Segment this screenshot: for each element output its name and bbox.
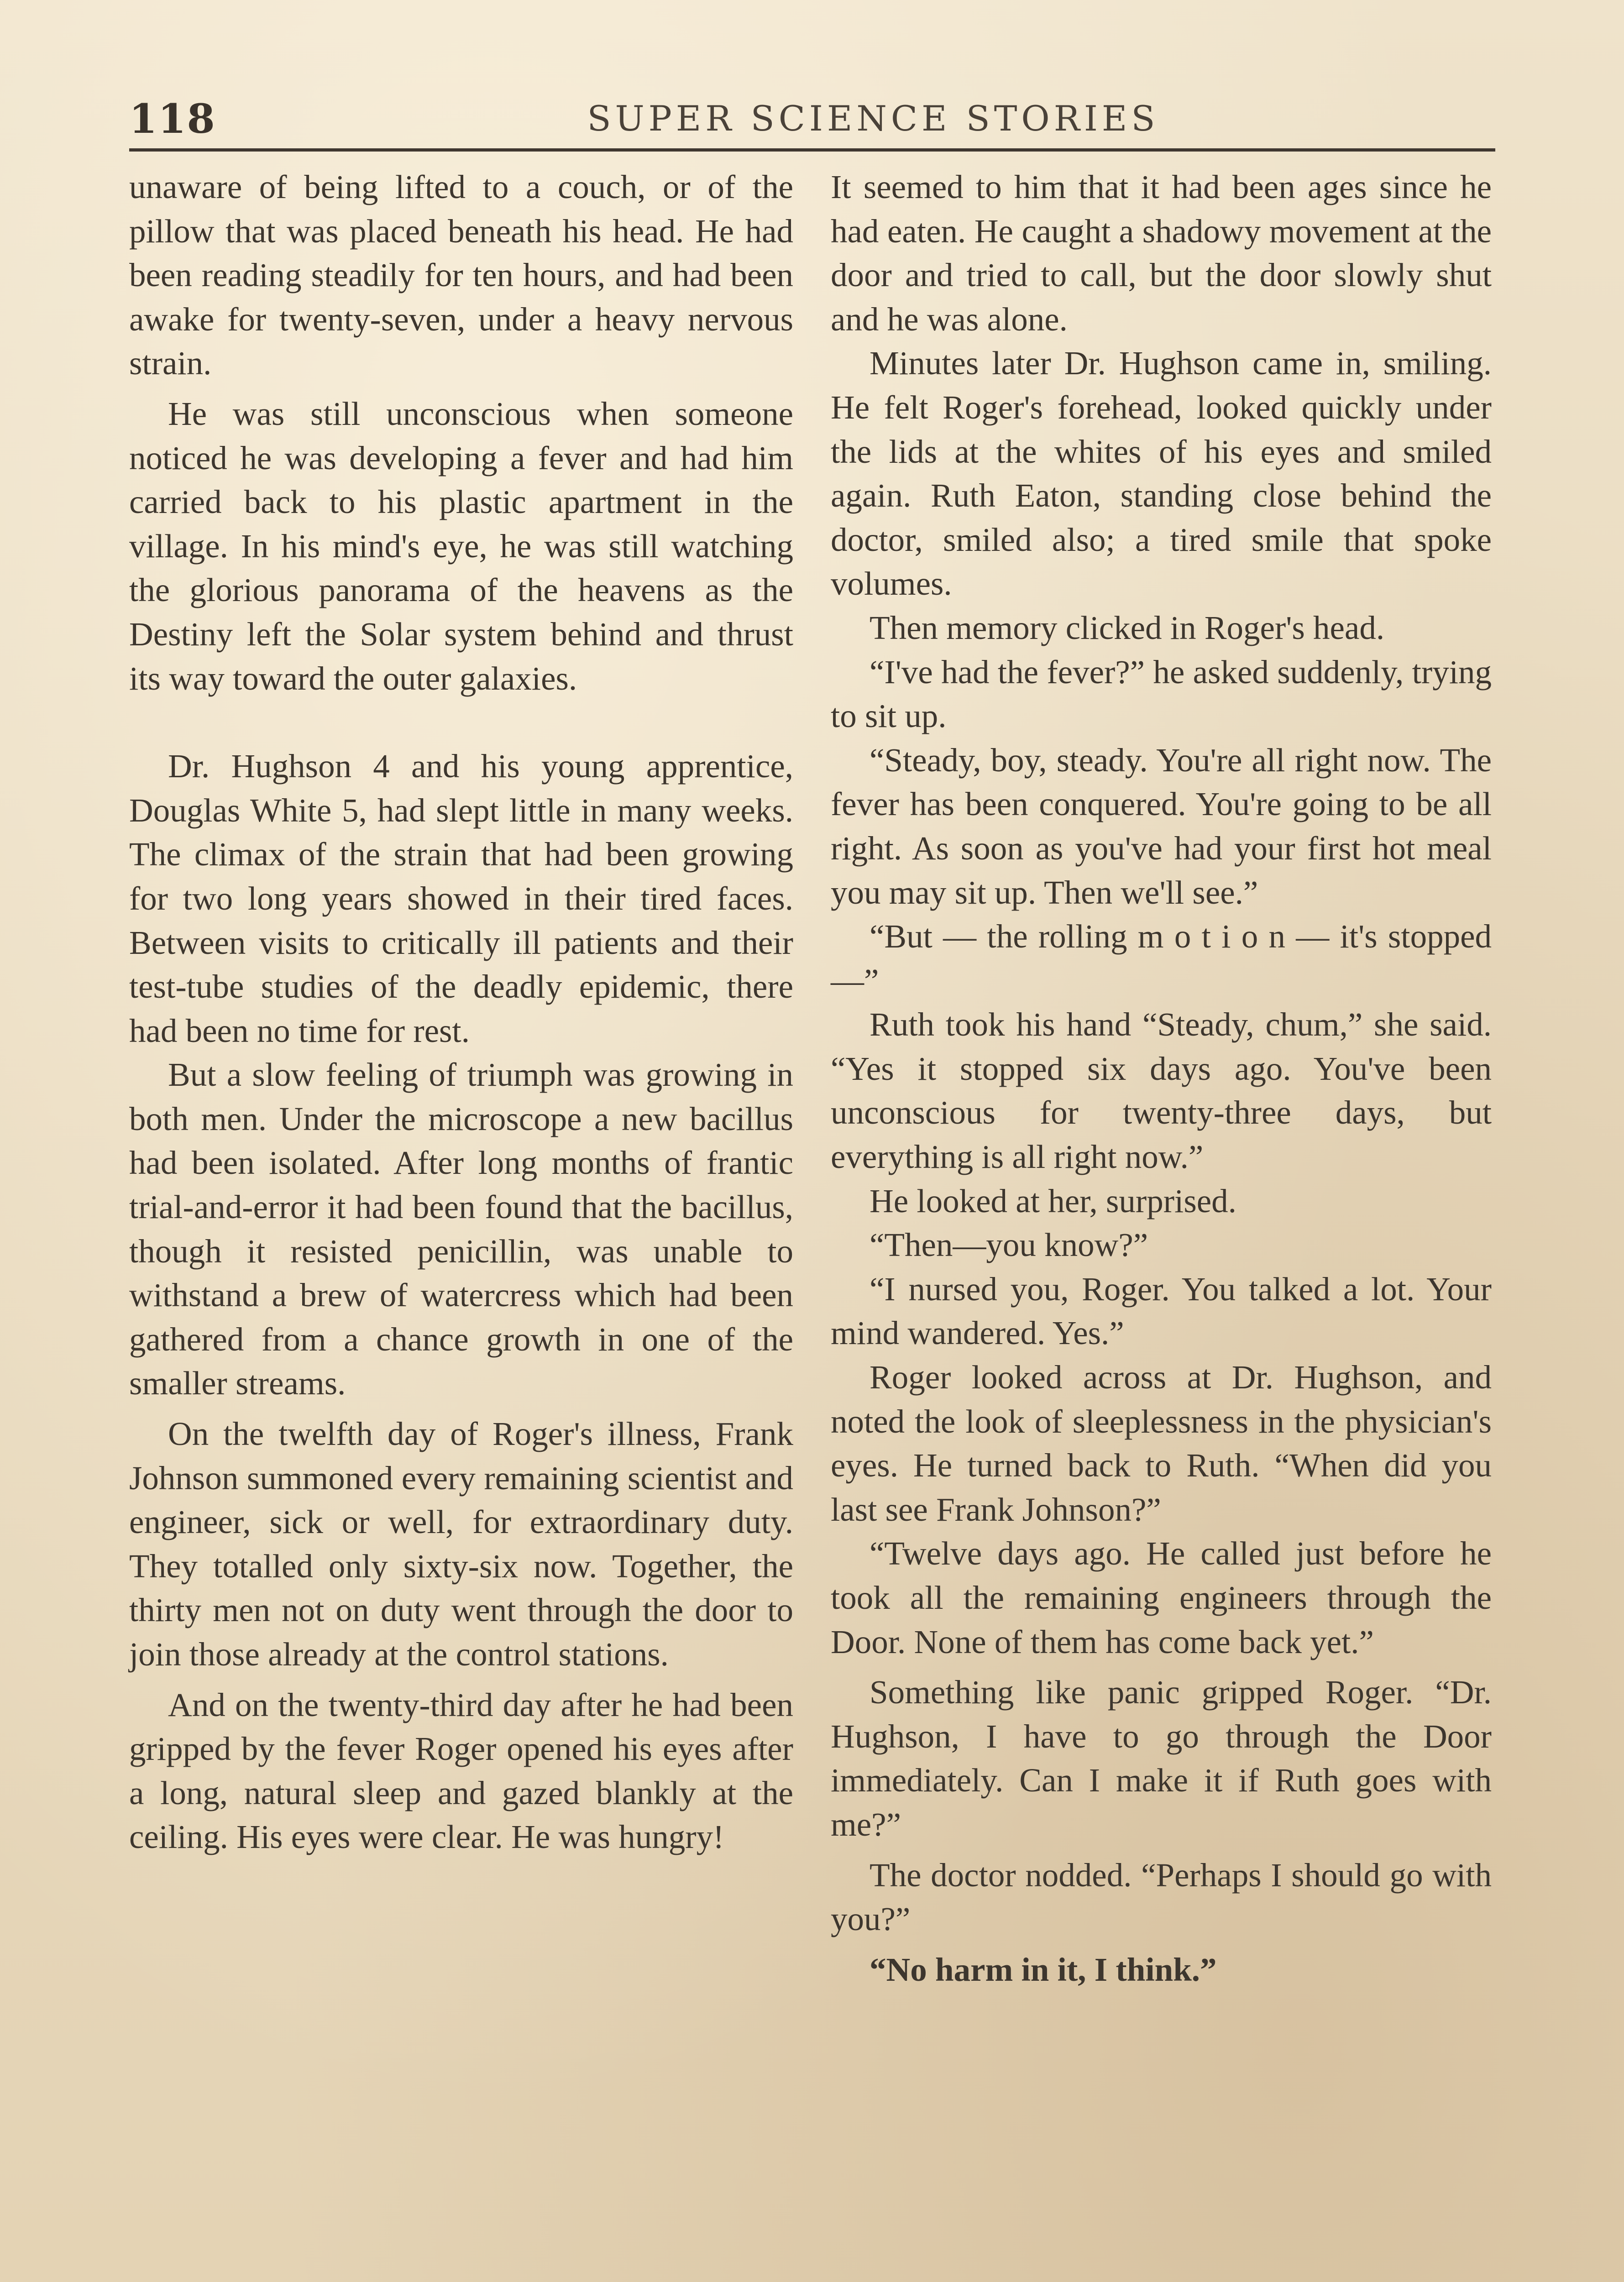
paragraph: On the twelfth day of Roger's illness, Frank Johnson summoned every remaining scientist and engineer, sick or well, for extraordinary duty. They totalled only sixty-six now. Together, the thirty men not on duty went through the door to join those already at the control stations. bbox=[129, 1415, 793, 1673]
paragraph: “No harm in it, I think.” bbox=[870, 1951, 1217, 1988]
paragraph: “Steady, boy, steady. You're all right now. The fever has been conquered. You're going to be all right. As soon as you've had your first hot meal you may sit up. Then we'll see.” bbox=[831, 741, 1492, 911]
paragraph: He looked at her, surprised. bbox=[870, 1182, 1236, 1220]
paragraph: Then memory clicked in Roger's head. bbox=[870, 609, 1385, 646]
paragraph: “I've had the fever?” he asked suddenly, trying to sit up. bbox=[831, 653, 1492, 735]
paragraph: It seemed to him that it had been ages since he had eaten. He caught a shadowy movement at the door and tried to call, but the door slowly shut and he was alone. bbox=[831, 168, 1492, 338]
paragraph: Dr. Hughson 4 and his young apprentice, Douglas White 5, had slept little in many weeks. The climax of the strain that had been growing for two long years showed in their tired faces. Between visits to critically ill patients and their test-tube studies of the deadly epidemic, there had been no time for rest. bbox=[129, 748, 793, 1049]
paragraph: He was still unconscious when someone noticed he was developing a fever and had him carried back to his plastic apartment in the village. In his mind's eye, he was still watching the glorious panorama of the heavens as the Destiny left the Solar system behind and thrust its way toward the outer galaxies. bbox=[129, 395, 793, 697]
paragraph: “Twelve days ago. He called just before he took all the remaining engineers through the Door. None of them has come back yet.” bbox=[831, 1535, 1492, 1660]
paragraph: Something like panic gripped Roger. “Dr. Hughson, I have to go through the Door immediately. Can I make it if Ruth goes with me?” bbox=[831, 1674, 1492, 1843]
paragraph: “Then—you know?” bbox=[870, 1226, 1148, 1264]
paragraph: But a slow feeling of triumph was growing in both men. Under the microscope a new bacillus had been isolated. After long months of frantic trial-and-error it had been found that the bacillus, though it resisted penicillin, was unable to withstand a brew of watercress which had been gathered from a chance growth in one of the smaller streams. bbox=[129, 1056, 793, 1402]
right-column bbox=[831, 165, 1492, 1992]
paragraph: “I nursed you, Roger. You talked a lot. Your mind wandered. Yes.” bbox=[831, 1270, 1492, 1352]
page-number: 118 bbox=[129, 95, 216, 142]
paragraph: Roger looked across at Dr. Hughson, and noted the look of sleeplessness in the physician's eyes. He turned back to Ruth. “When did you last see Frank Johnson?” bbox=[831, 1359, 1492, 1528]
running-title: SUPER SCIENCE STORIES bbox=[587, 98, 1159, 139]
page-header bbox=[129, 91, 1495, 155]
header-rule bbox=[129, 148, 1495, 152]
paragraph: Minutes later Dr. Hughson came in, smiling. He felt Roger's forehead, looked quickly under the lids at the whites of his eyes and smiled again. Ruth Eaton, standing close behind the doctor, smiled also; a tired smile that spoke volumes. bbox=[831, 345, 1492, 602]
paragraph: unaware of being lifted to a couch, or of the pillow that was placed beneath his head. He had been reading steadily for ten hours, and had been awake for twenty-seven, under a heavy nervous strain. bbox=[129, 168, 793, 382]
left-column bbox=[129, 165, 793, 1859]
paragraph: “But — the rolling m o t i o n — it's stopped—” bbox=[831, 918, 1492, 999]
paragraph: And on the twenty-third day after he had been gripped by the fever Roger opened his eyes after a long, natural sleep and gazed blankly at the ceiling. His eyes were clear. He was hungry! bbox=[129, 1686, 793, 1856]
paragraph: Ruth took his hand “Steady, chum,” she said. “Yes it stopped six days ago. You've been unconscious for twenty-three days, but everything is all right now.” bbox=[831, 1006, 1492, 1176]
paragraph: The doctor nodded. “Perhaps I should go with you?” bbox=[831, 1856, 1492, 1938]
